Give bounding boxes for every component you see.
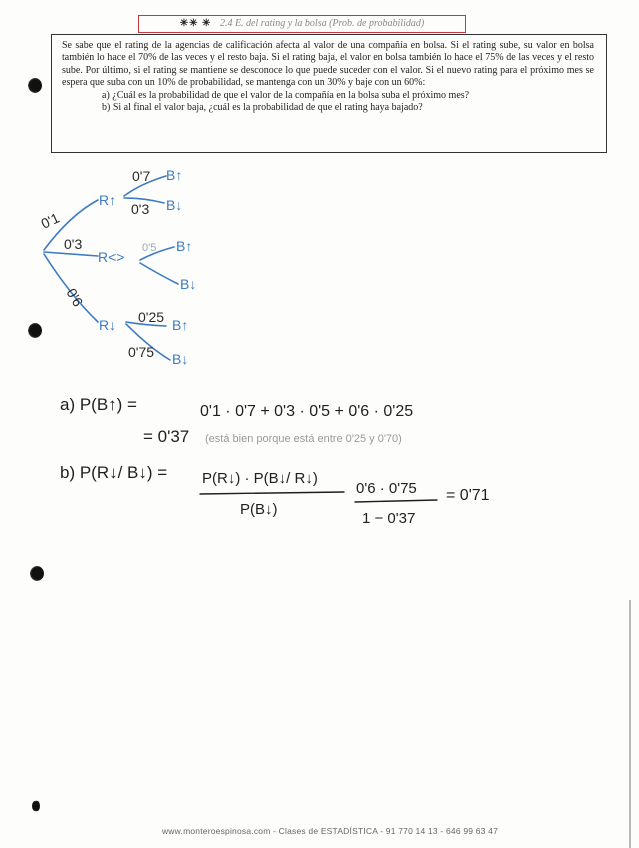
prob-up-up: 0'7 (132, 168, 151, 184)
solution-a-expression: 0'1 · 0'7 + 0'3 · 0'5 + 0'6 · 0'25 (200, 403, 414, 420)
leaf-down-up: B↑ (172, 317, 189, 333)
fraction-bar-1 (200, 492, 344, 494)
problem-statement: Se sabe que el rating de la agencias de calificación afecta al valor de una compañía en bolsa. Si el rating sube, su valor en bolsa también lo hace el 70% de las veces y el resto baja. Si el rating baja, el valor en bolsa también lo hace el 75% de las veces y el resto sube. Por último, si el rating se mantiene se desconoce lo que puede suceder con el valor. Si el nuevo rating para el próximo mes se espera que suba con un 10% de probabilidad, se mantenga con un 30% y baje con un 60%: (62, 40, 594, 89)
solution-b-denominator: P(B↓) (240, 501, 278, 518)
solution-a-note: (está bien porque está entre 0'25 y 0'70) (205, 433, 402, 445)
question-b: b) Si al final el valor baja, ¿cuál es la probabilidad de que el rating haya bajado? (102, 102, 423, 114)
prob-down-up: 0'25 (138, 309, 165, 325)
node-rating-down: R↓ (99, 317, 117, 333)
question-a: a) ¿Cuál es la probabilidad de que el valor de la compañía en la bolsa suba el próximo mes? (102, 89, 470, 101)
leaf-same-down: B↓ (180, 276, 197, 292)
difficulty-stars: ✳✳ ✳ (179, 18, 212, 29)
solution-b-numerator-values: 0'6 · 0'75 (356, 480, 417, 497)
leaf-up-up: B↑ (166, 167, 183, 183)
solution-a-result: = 0'37 (143, 427, 190, 446)
fraction-bar-2 (355, 500, 437, 502)
prob-same-up: 0'5 (142, 242, 157, 254)
exercise-title: 2.4 E. del rating y la bolsa (Prob. de probabilidad) (219, 18, 425, 29)
leaf-up-down: B↓ (166, 197, 183, 213)
footer-contact: www.monteroespinosa.com - Clases de ESTADÍSTICA - 91 770 14 13 - 646 99 63 47 (161, 826, 499, 836)
branch-prob-down: 0'6 (63, 285, 87, 310)
node-rating-up: R↑ (99, 192, 117, 208)
solution-b-result: = 0'71 (446, 487, 490, 504)
prob-up-down: 0'3 (131, 201, 150, 217)
leaf-down-down: B↓ (172, 351, 189, 367)
node-rating-same: R<> (98, 249, 125, 265)
leaf-same-up: B↑ (176, 238, 193, 254)
solution-b-denominator-values: 1 − 0'37 (362, 510, 416, 527)
solution-b-label: b) P(R↓/ B↓) = (60, 463, 168, 482)
branch-prob-up: 0'1 (38, 209, 62, 232)
branch-prob-same: 0'3 (64, 236, 83, 252)
solution-b-numerator: P(R↓) · P(B↓/ R↓) (202, 470, 318, 487)
solution-a-label: a) P(B↑) = (60, 395, 137, 414)
prob-down-down: 0'75 (128, 344, 155, 360)
